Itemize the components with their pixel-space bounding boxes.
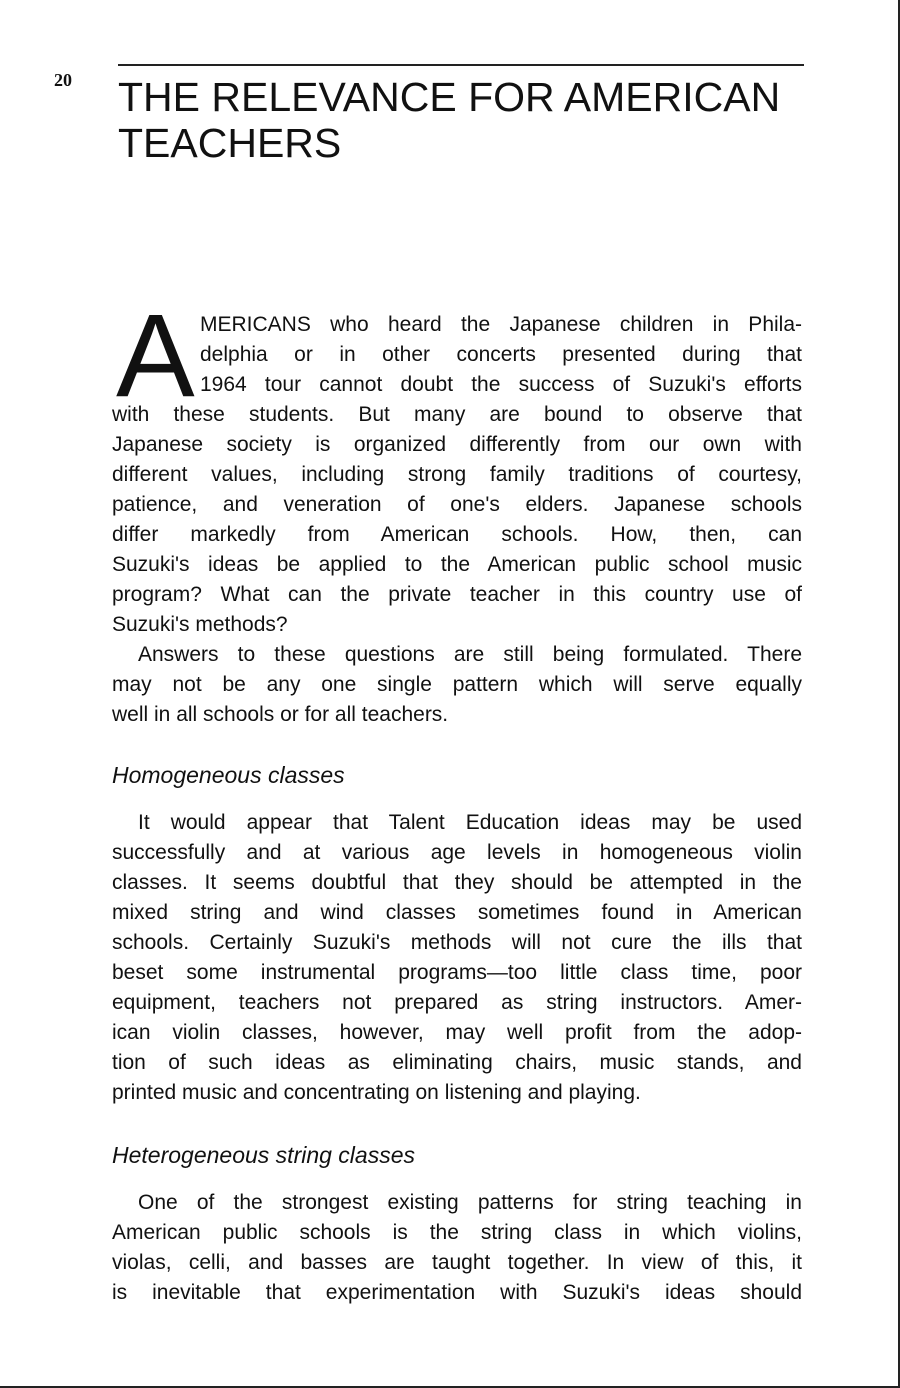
chapter-title-line: THE RELEVANCE FOR AMERICAN (118, 74, 781, 120)
text-line: violas, celli, and basses are taught together. In view of this, it (112, 1251, 802, 1274)
text-line: well in all schools or for all teachers. (112, 703, 449, 726)
text-line: patience, and veneration of one's elders. Japanese schools (112, 493, 802, 516)
section-body-homogeneous (112, 808, 802, 1108)
text-line: Japanese society is organized differently from our own with (112, 433, 802, 456)
text-line: tion of such ideas as eliminating chairs, music stands, and (112, 1051, 802, 1074)
text-line: classes. It seems doubtful that they should be attempted in the (112, 871, 802, 894)
intro-paragraph (112, 290, 802, 730)
text-line: printed music and concentrating on listening and playing. (112, 1081, 641, 1104)
text-line: program? What can the private teacher in this country use of (112, 583, 802, 606)
chapter-title-line: TEACHERS (118, 120, 342, 166)
text-line: delphia or in other concerts presented during that (200, 343, 802, 366)
text-line: beset some instrumental programs—too little class time, poor (112, 961, 802, 984)
text-line: is inevitable that experimentation with Suzuki's ideas should (112, 1281, 802, 1304)
text-line: Suzuki's ideas be applied to the American public school music (112, 553, 802, 576)
section-body-heterogeneous (112, 1188, 802, 1308)
text-line: mixed string and wind classes sometimes found in American (112, 901, 802, 924)
chapter-title (118, 74, 808, 166)
text-line: One of the strongest existing patterns for string teaching in (138, 1191, 802, 1214)
text-line: Answers to these questions are still being formulated. There (138, 643, 802, 666)
text-line: may not be any one single pattern which will serve equally (112, 673, 802, 696)
text-line: with these students. But many are bound to observe that (112, 403, 802, 426)
text-line: ican violin classes, however, may well profit from the adop- (112, 1021, 802, 1044)
text-line: It would appear that Talent Education ideas may be used (138, 811, 802, 834)
text-line: American public schools is the string class in which violins, (112, 1221, 802, 1244)
text-line: equipment, teachers not prepared as string instructors. Amer- (112, 991, 802, 1014)
text-line: differ markedly from American schools. How, then, can (112, 523, 802, 546)
text-line: MERICANS who heard the Japanese children in Phila- (200, 313, 802, 336)
text-line: 1964 tour cannot doubt the success of Suzuki's efforts (200, 373, 802, 396)
header-rule (118, 64, 804, 66)
page-number: 20 (54, 70, 72, 90)
text-line: different values, including strong family traditions of courtesy, (112, 463, 802, 486)
text-line: schools. Certainly Suzuki's methods will not cure the ills that (112, 931, 802, 954)
section-heading-homogeneous: Homogeneous classes (112, 762, 345, 788)
text-line: successfully and at various age levels in homogeneous violin (112, 841, 802, 864)
text-line: Suzuki's methods? (112, 613, 288, 636)
section-heading-heterogeneous: Heterogeneous string classes (112, 1142, 415, 1168)
drop-cap: A (116, 290, 195, 422)
